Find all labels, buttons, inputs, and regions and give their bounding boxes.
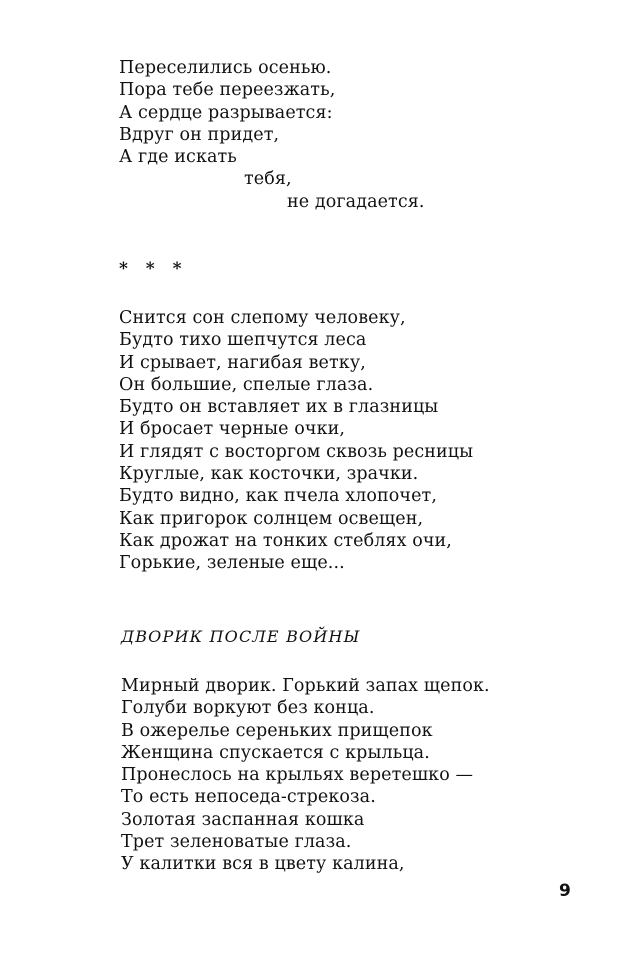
poem-line: Будто тихо шепчутся леса	[119, 330, 367, 351]
poem-line: Голуби воркуют без конца.	[121, 698, 375, 719]
poem-line: Женщина спускается с крыльца.	[121, 742, 430, 763]
poem-line: То есть непоседа-стрекоза.	[121, 787, 376, 808]
poem-line: Снится сон слепому человеку,	[119, 308, 406, 328]
poem-line: Горькие, зеленые еще...	[119, 553, 345, 574]
poem-line: Будто видно, как пчела хлопочет,	[119, 486, 437, 507]
poem-3-stanza	[121, 675, 490, 876]
poem-line: В ожерелье сереньких прищепок	[121, 720, 433, 741]
poem-line: А сердце разрывается:	[119, 102, 333, 123]
poem-1-stanza	[119, 57, 425, 213]
poem-line: И глядят с восторгом сквозь ресницы	[119, 441, 474, 462]
poem-line: Пора тебе переезжать,	[119, 80, 336, 101]
poem-line: Как пригорок солнцем освещен,	[119, 508, 424, 529]
poem-line-indented: тебя,	[244, 169, 292, 190]
poem-line: Вдруг он придет,	[119, 124, 280, 145]
poem-line: Будто он вставляет их в глазницы	[119, 397, 439, 418]
poem-line: Он большие, спелые глаза.	[119, 374, 374, 395]
poem-line: Как дрожат на тонких стеблях очи,	[119, 530, 452, 551]
poem-line: Круглые, как косточки, зрачки.	[119, 464, 419, 485]
poem-line: У калитки вся в цвету калина,	[121, 854, 405, 875]
poem-2-stanza	[119, 307, 473, 575]
poem-line: Золотая заспанная кошка	[121, 809, 365, 830]
poem-line: Пронеслось на крыльях веретешко —	[121, 765, 474, 786]
poem-line: Мирный дворик. Горький запах щепок.	[121, 676, 490, 696]
section-separator: * * *	[119, 259, 188, 279]
poem-line: И срывает, нагибая ветку,	[119, 352, 366, 373]
poem-line: Переселились осенью.	[119, 58, 332, 78]
poem-title: ДВОРИК ПОСЛЕ ВОЙНЫ	[121, 627, 361, 646]
poem-line: И бросает черные очки,	[119, 419, 346, 440]
poem-line-indented: не догадается.	[287, 191, 425, 212]
poem-line: А где искать	[119, 147, 237, 168]
poem-line: Трет зеленоватые глаза.	[121, 832, 352, 853]
page-number: 9	[559, 881, 571, 901]
